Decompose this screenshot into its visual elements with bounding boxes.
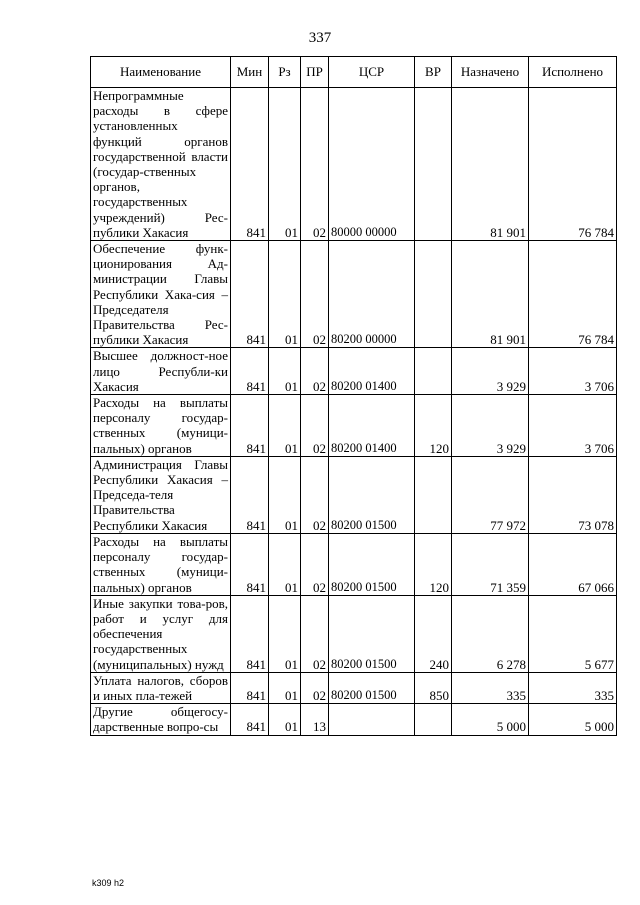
- cell-name: Другие общегосу-дарственные вопро-сы: [91, 704, 231, 735]
- table-row: [91, 595, 617, 672]
- cell-vr: [415, 241, 452, 348]
- cell-min: 841: [231, 456, 269, 533]
- page-number: 337: [308, 30, 332, 46]
- cell-name: Расходы на выплаты персоналу государ-ственных (муници-пальных) органов: [91, 395, 231, 457]
- cell-assigned: 81 901: [452, 88, 529, 241]
- cell-min: 841: [231, 241, 269, 348]
- cell-name: Уплата налогов, сборов и иных пла-тежей: [91, 672, 231, 703]
- cell-executed: 335: [529, 672, 617, 703]
- cell-name: Расходы на выплаты персоналу государ-ственных (муници-пальных) органов: [91, 533, 231, 595]
- table-row: [91, 456, 617, 533]
- cell-csr: 80200 01400: [329, 395, 415, 457]
- cell-assigned: 6 278: [452, 595, 529, 672]
- cell-name: Высшее должност-ное лицо Республи-ки Хакасия: [91, 348, 231, 395]
- header-min: Мин: [231, 57, 269, 88]
- cell-rz: 01: [269, 456, 301, 533]
- cell-executed: 76 784: [529, 88, 617, 241]
- table-header-row: [91, 57, 617, 88]
- cell-min: 841: [231, 88, 269, 241]
- table-row: [91, 348, 617, 395]
- table-row: [91, 704, 617, 735]
- table-row: [91, 241, 617, 348]
- cell-pr: 02: [301, 348, 329, 395]
- cell-pr: 02: [301, 533, 329, 595]
- cell-vr: [415, 456, 452, 533]
- cell-min: 841: [231, 348, 269, 395]
- table-body: [91, 88, 617, 736]
- cell-vr: [415, 704, 452, 735]
- cell-assigned: 335: [452, 672, 529, 703]
- header-name: Наименование: [91, 57, 231, 88]
- cell-csr: [329, 704, 415, 735]
- cell-assigned: 77 972: [452, 456, 529, 533]
- cell-csr: 80200 01500: [329, 672, 415, 703]
- cell-pr: 02: [301, 88, 329, 241]
- cell-vr: [415, 88, 452, 241]
- table-row: [91, 533, 617, 595]
- cell-vr: [415, 348, 452, 395]
- cell-name: Администрация Главы Республики Хакасия – Председа-теля Правительства Республики Хакасия: [91, 456, 231, 533]
- cell-csr: 80200 01500: [329, 456, 415, 533]
- table-row: [91, 672, 617, 703]
- cell-csr: 80200 01500: [329, 533, 415, 595]
- cell-vr: 120: [415, 395, 452, 457]
- cell-min: 841: [231, 533, 269, 595]
- cell-pr: 02: [301, 395, 329, 457]
- cell-min: 841: [231, 595, 269, 672]
- cell-name: Обеспечение функ-ционирования Ад-министрации Главы Республики Хака-сия – Председателя Правительства Рес-публики Хакасия: [91, 241, 231, 348]
- cell-rz: 01: [269, 533, 301, 595]
- cell-min: 841: [231, 672, 269, 703]
- cell-assigned: 5 000: [452, 704, 529, 735]
- footer-code: k309 h2: [92, 878, 125, 888]
- header-pr: ПР: [301, 57, 329, 88]
- header-vr: ВР: [415, 57, 452, 88]
- cell-assigned: 81 901: [452, 241, 529, 348]
- cell-assigned: 3 929: [452, 348, 529, 395]
- header-csr: ЦСР: [329, 57, 415, 88]
- cell-pr: 02: [301, 672, 329, 703]
- header-executed: Исполнено: [529, 57, 617, 88]
- cell-executed: 67 066: [529, 533, 617, 595]
- cell-executed: 73 078: [529, 456, 617, 533]
- cell-rz: 01: [269, 241, 301, 348]
- cell-vr: 120: [415, 533, 452, 595]
- cell-vr: 240: [415, 595, 452, 672]
- cell-executed: 3 706: [529, 348, 617, 395]
- cell-assigned: 71 359: [452, 533, 529, 595]
- cell-rz: 01: [269, 595, 301, 672]
- cell-executed: 5 000: [529, 704, 617, 735]
- cell-rz: 01: [269, 348, 301, 395]
- cell-name: Иные закупки това-ров, работ и услуг для обеспечения государственных (муниципальных) нужд: [91, 595, 231, 672]
- cell-rz: 01: [269, 395, 301, 457]
- cell-csr: 80200 01400: [329, 348, 415, 395]
- header-rz: Рз: [269, 57, 301, 88]
- cell-pr: 02: [301, 241, 329, 348]
- cell-csr: 80000 00000: [329, 88, 415, 241]
- cell-min: 841: [231, 395, 269, 457]
- cell-executed: 3 706: [529, 395, 617, 457]
- cell-assigned: 3 929: [452, 395, 529, 457]
- cell-pr: 02: [301, 456, 329, 533]
- cell-pr: 13: [301, 704, 329, 735]
- cell-pr: 02: [301, 595, 329, 672]
- cell-csr: 80200 00000: [329, 241, 415, 348]
- cell-name: Непрограммные расходы в сфере установленных функций органов государственной власти (государ-ственных органов, государственных учреждений) Рес-публики Хакасия: [91, 88, 231, 241]
- cell-rz: 01: [269, 704, 301, 735]
- cell-executed: 76 784: [529, 241, 617, 348]
- header-assigned: Назначено: [452, 57, 529, 88]
- table-row: [91, 395, 617, 457]
- cell-executed: 5 677: [529, 595, 617, 672]
- cell-rz: 01: [269, 672, 301, 703]
- cell-rz: 01: [269, 88, 301, 241]
- budget-table: [90, 56, 617, 736]
- table-row: [91, 88, 617, 241]
- cell-csr: 80200 01500: [329, 595, 415, 672]
- cell-vr: 850: [415, 672, 452, 703]
- cell-min: 841: [231, 704, 269, 735]
